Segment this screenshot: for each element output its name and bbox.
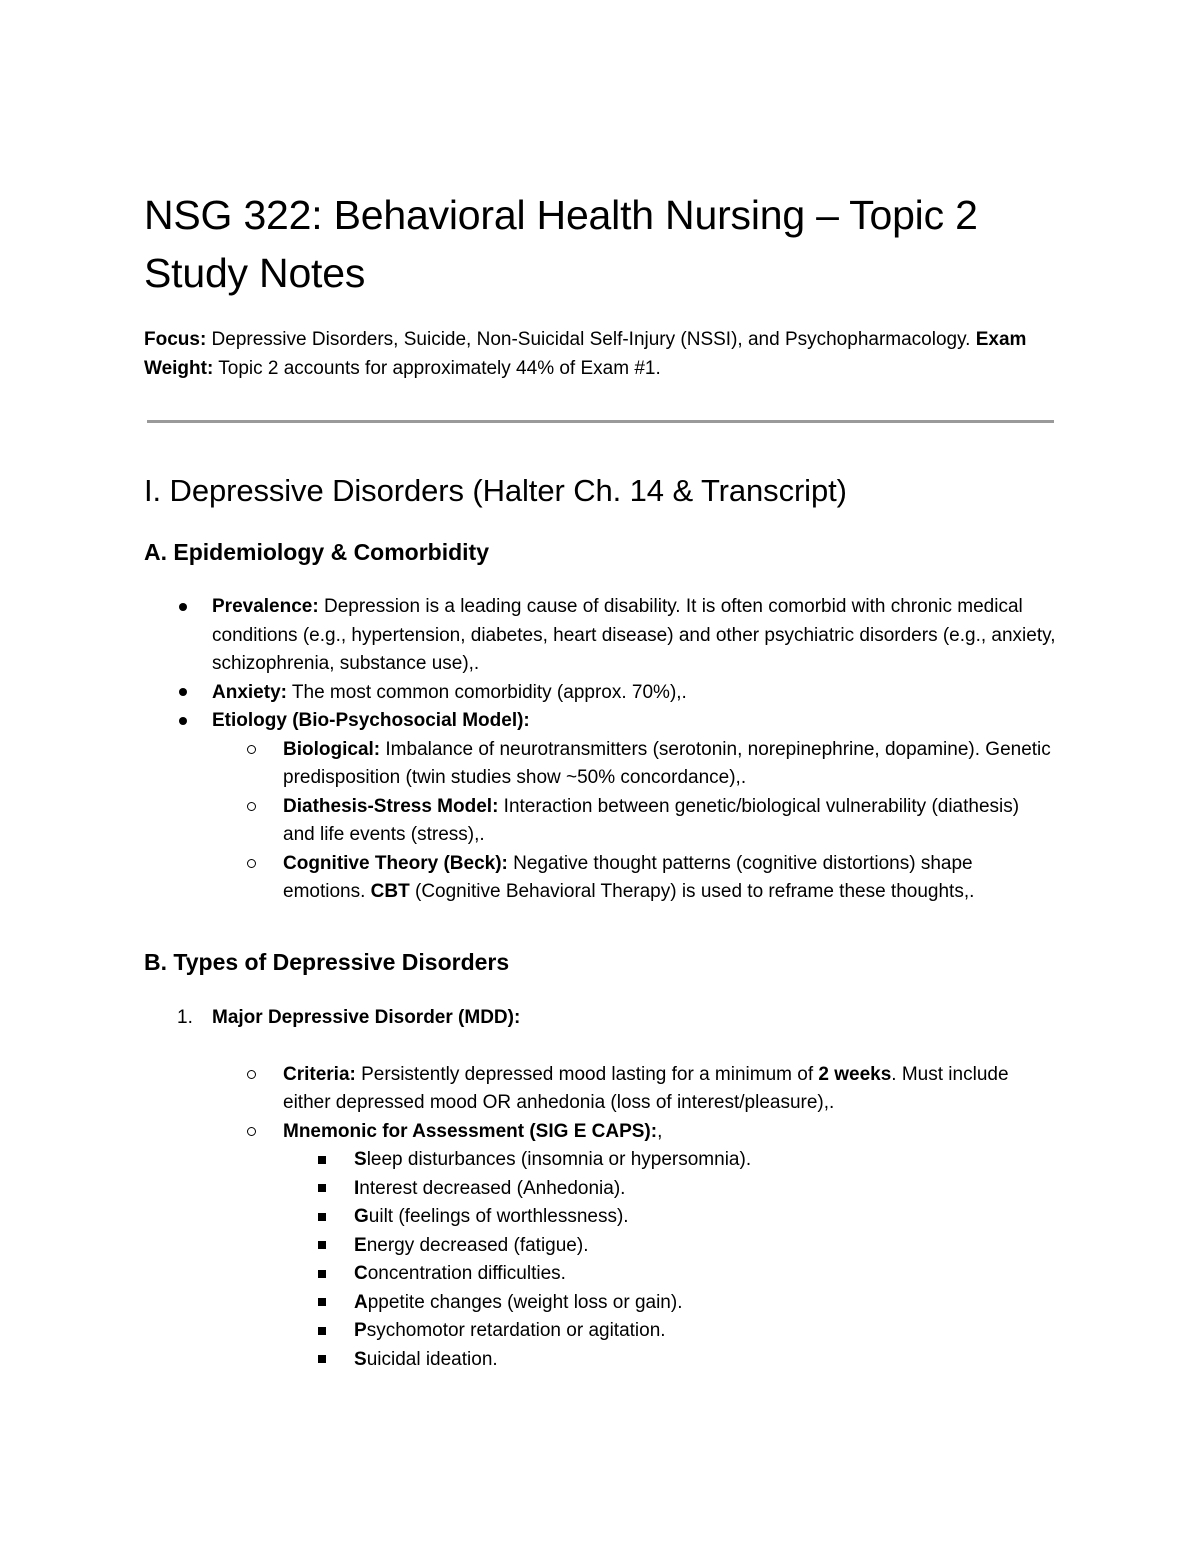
intro-paragraph: [144, 326, 1056, 383]
etiology-label: Etiology (Bio-Psychosocial Model):: [212, 710, 530, 731]
list-item-etiology: [144, 707, 1056, 736]
bullet-circle-icon: [247, 793, 256, 822]
criteria-label: Criteria:: [283, 1063, 356, 1085]
bullet-square-icon: [318, 1289, 326, 1318]
exam-weight-label: Exam Weight:: [144, 329, 1027, 379]
bullet-square-icon: [318, 1260, 326, 1289]
bullet-square-icon: [318, 1146, 326, 1175]
epidemiology-list: [144, 593, 1056, 907]
types-list: [144, 1004, 1056, 1033]
cognitive-text: Negative thought patterns (cognitive distortions) shape emotions.: [283, 852, 973, 902]
focus-label: Focus:: [144, 329, 207, 350]
bullet-dot-icon: [179, 593, 187, 622]
mnemonic-item-sleep: [144, 1146, 1056, 1175]
mnemonic-item-energy: [144, 1232, 1056, 1261]
cbt-text: (Cognitive Behavioral Therapy) is used to reframe these thoughts,.: [409, 881, 975, 902]
mnemonic-item-psychomotor: [144, 1317, 1056, 1346]
subheading-types: B. Types of Depressive Disorders: [144, 948, 510, 975]
mnemonic-item-appetite: [144, 1289, 1056, 1318]
criteria-duration: 2 weeks: [818, 1063, 892, 1085]
mnemonic-letter: C: [354, 1263, 368, 1284]
mnemonic-text: uilt (feelings of worthlessness).: [368, 1206, 629, 1227]
list-item-diathesis: [144, 793, 1056, 850]
mnemonic-letter: A: [354, 1291, 368, 1313]
mdd-details-list: [144, 1061, 1056, 1375]
prevalence-label: Prevalence:: [212, 596, 319, 617]
anxiety-label: Anxiety:: [212, 681, 287, 703]
mnemonic-suffix: ,: [657, 1120, 663, 1142]
list-item-anxiety: [144, 679, 1056, 708]
criteria-text-end: . Must include either depressed mood OR anhedonia (loss of interest/pleasure),.: [283, 1063, 1009, 1113]
mnemonic-letter: S: [354, 1149, 367, 1170]
mnemonic-item-suicidal: [144, 1346, 1056, 1375]
bullet-square-icon: [318, 1317, 326, 1346]
blank-line: [144, 1032, 1056, 1061]
bullet-dot-icon: [179, 707, 187, 736]
mnemonic-text: nergy decreased (fatigue).: [366, 1234, 589, 1256]
focus-text: Depressive Disorders, Suicide, Non-Suicidal Self-Injury (NSSI), and Psychopharmacology.: [206, 329, 976, 350]
horizontal-divider: [147, 420, 1054, 423]
document-title: NSG 322: Behavioral Health Nursing – Topic 2 Study Notes: [144, 192, 978, 296]
mnemonic-text: ppetite changes (weight loss or gain).: [367, 1291, 683, 1313]
list-item-criteria: [144, 1061, 1056, 1118]
bullet-dot-icon: [179, 679, 187, 708]
mdd-label: Major Depressive Disorder (MDD):: [212, 1006, 521, 1028]
mnemonic-label: Mnemonic for Assessment (SIG E CAPS):: [283, 1120, 658, 1142]
bullet-square-icon: [318, 1232, 326, 1261]
mnemonic-text: sychomotor retardation or agitation.: [366, 1320, 666, 1341]
list-number: 1.: [177, 1006, 193, 1028]
mnemonic-text: uicidal ideation.: [366, 1348, 498, 1370]
mnemonic-letter: E: [354, 1234, 367, 1256]
diathesis-text: Interaction between genetic/biological vulnerability (diathesis) and life events (stress),.: [283, 795, 1020, 845]
list-item-mdd: [144, 1004, 1056, 1033]
cbt-label: CBT: [370, 881, 410, 902]
bullet-square-icon: [318, 1346, 326, 1375]
mnemonic-item-interest: [144, 1175, 1056, 1204]
biological-text: Imbalance of neurotransmitters (serotonin, norepinephrine, dopamine). Genetic predisposition (twin studies show ~50% concordance),.: [283, 738, 1051, 788]
exam-weight-text: Topic 2 accounts for approximately 44% of Exam #1.: [213, 357, 661, 379]
document-body: [144, 186, 1056, 1374]
mnemonic-item-concentration: [144, 1260, 1056, 1289]
bullet-circle-icon: [247, 1061, 256, 1090]
mnemonic-text: nterest decreased (Anhedonia).: [359, 1177, 626, 1199]
section-heading-depressive-disorders: I. Depressive Disorders (Halter Ch. 14 & Transcript): [144, 473, 847, 508]
list-item-mnemonic: [144, 1118, 1056, 1147]
cognitive-label: Cognitive Theory (Beck):: [283, 852, 508, 874]
mnemonic-letter: G: [354, 1206, 369, 1227]
bullet-circle-icon: [247, 1118, 256, 1147]
mnemonic-letter: P: [354, 1320, 367, 1341]
list-item-prevalence: [144, 593, 1056, 679]
subheading-epidemiology: A. Epidemiology & Comorbidity: [144, 539, 490, 565]
bullet-square-icon: [318, 1203, 326, 1232]
biological-label: Biological:: [283, 738, 381, 760]
mnemonic-letter: S: [354, 1348, 367, 1370]
mnemonic-text: oncentration difficulties.: [367, 1263, 566, 1284]
anxiety-text: The most common comorbidity (approx. 70%),.: [286, 681, 687, 703]
mnemonic-text: leep disturbances (insomnia or hypersomnia).: [366, 1149, 752, 1170]
list-item-cognitive-theory: [144, 850, 1056, 907]
list-item-biological: [144, 736, 1056, 793]
mnemonic-letter: I: [354, 1177, 360, 1199]
criteria-text: Persistently depressed mood lasting for a minimum of: [355, 1063, 819, 1085]
bullet-square-icon: [318, 1175, 326, 1204]
prevalence-text: Depression is a leading cause of disability. It is often comorbid with chronic medical conditions (e.g., hypertension, diabetes, heart disease) and other psychiatric disorders (e.g., anxiety, schizophrenia, substance use),.: [212, 596, 1056, 674]
bullet-circle-icon: [247, 736, 256, 765]
mnemonic-item-guilt: [144, 1203, 1056, 1232]
diathesis-label: Diathesis-Stress Model:: [283, 795, 499, 817]
bullet-circle-icon: [247, 850, 256, 879]
